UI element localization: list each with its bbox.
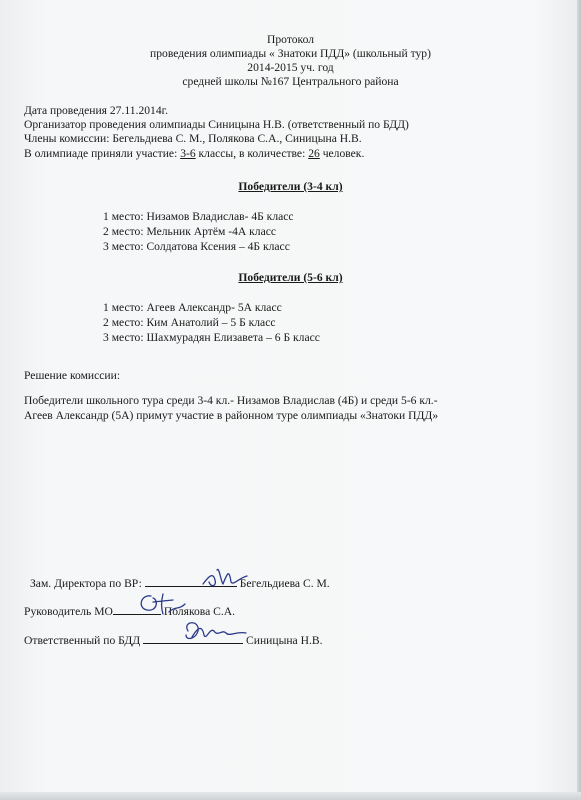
- decision-label: Решение комиссии:: [24, 369, 121, 382]
- winner-5-6-place-1: 1 место: Агеев Александр- 5А класс: [103, 301, 282, 314]
- winner-3-4-place-1: 1 место: Низамов Владислав- 4Б класс: [103, 210, 294, 223]
- winners-3-4-heading: Победители (3-4 кл): [238, 180, 343, 193]
- decision-text-line-1: Победители школьного тура среди 3-4 кл.- Низамов Владислав (4Б) и среди 5-6 кл.-: [24, 394, 438, 407]
- signature-row-bdd-responsible: [24, 632, 323, 648]
- signature-role: Зам. Директора по ВР:: [30, 577, 142, 590]
- decision-text-line-2: Агеев Александр (5А) примут участие в районном туре олимпиады «Знатоки ПДД»: [24, 409, 439, 422]
- signature-role: Руководитель МО: [24, 605, 113, 618]
- participation-mid: классы, в количестве:: [195, 147, 309, 160]
- document-title: Протокол: [267, 33, 314, 46]
- school-name: средней школы №167 Центрального района: [182, 75, 399, 88]
- participation-count: 26: [308, 147, 320, 160]
- page-bottom-edge: [0, 792, 581, 800]
- winner-5-6-place-3: 3 место: Шахмурадян Елизавета – 6 Б класс: [103, 331, 320, 344]
- signature-role: Ответственный по БДД: [24, 634, 141, 647]
- document-subtitle: проведения олимпиады « Знатоки ПДД» (школьный тур): [150, 47, 431, 60]
- commission-members: Члены комиссии: Бегельдиева С. М., Полякова С.А., Синицына Н.В.: [24, 132, 362, 145]
- event-date: Дата проведения 27.11.2014г.: [24, 104, 168, 117]
- winner-3-4-place-3: 3 место: Солдатова Ксения – 4Б класс: [103, 240, 290, 253]
- handwritten-signature-2: [133, 588, 193, 618]
- page-right-edge: [577, 0, 581, 800]
- handwritten-signature-1: [195, 562, 255, 590]
- signature-name: Синицына Н.В.: [246, 634, 323, 647]
- winners-5-6-heading: Победители (5-6 кл): [238, 271, 343, 284]
- participation-line: [24, 147, 364, 161]
- signature-name: Полякова С.А.: [163, 605, 236, 618]
- participation-prefix: В олимпиаде приняли участие:: [24, 147, 181, 160]
- organizer-line: Организатор проведения олимпиады Синицына Н.В. (ответственный по БДД): [24, 118, 409, 131]
- school-year: 2014-2015 уч. год: [247, 61, 334, 74]
- participation-classes: 3-6: [180, 147, 196, 160]
- participation-suffix: человек.: [319, 147, 365, 160]
- signature-name: Бегельдиева С. М.: [239, 577, 330, 590]
- handwritten-signature-3: [178, 617, 253, 647]
- winner-3-4-place-2: 2 место: Мельник Артём -4А класс: [103, 225, 277, 238]
- winner-5-6-place-2: 2 место: Ким Анатолий – 5 Б класс: [103, 316, 276, 329]
